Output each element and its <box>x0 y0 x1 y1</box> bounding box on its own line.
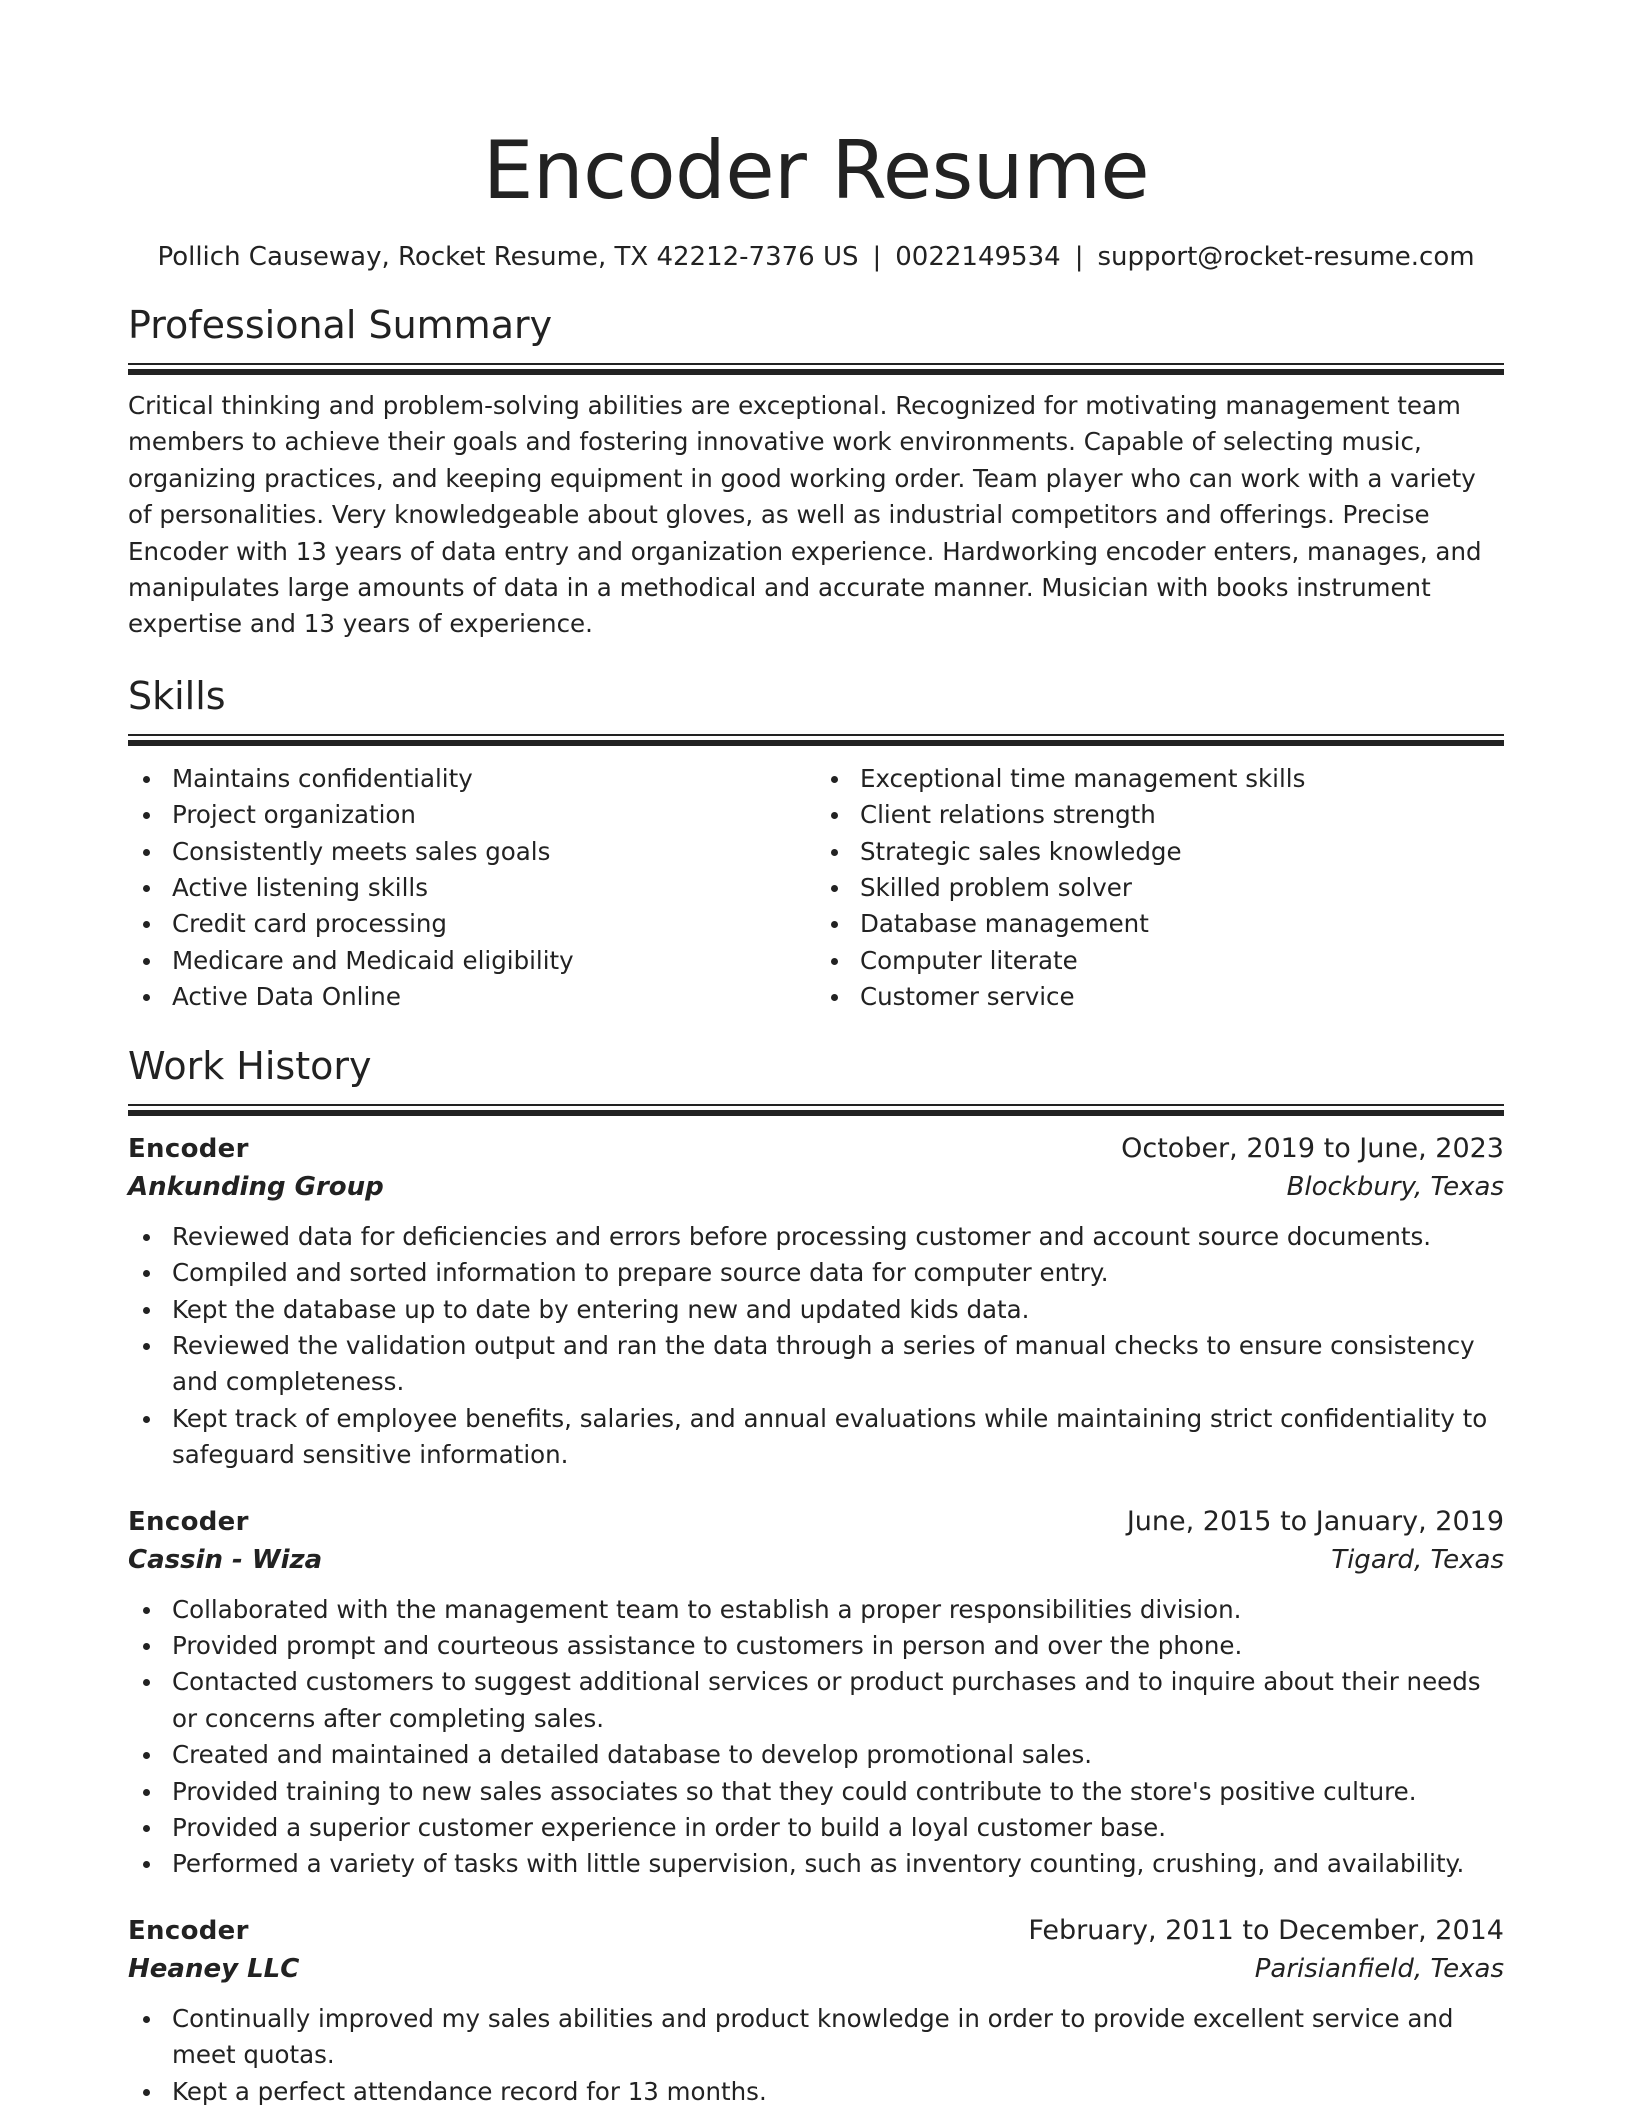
contact-email[interactable]: support@rocket-resume.com <box>1097 242 1475 272</box>
skill-item: Consistently meets sales goals <box>172 834 816 870</box>
job-entry <box>128 1913 1504 2110</box>
contact-phone: 0022149534 <box>895 242 1061 272</box>
summary-heading: Professional Summary <box>128 303 553 347</box>
skills-heading: Skills <box>128 673 226 718</box>
section-divider <box>128 363 1504 374</box>
skill-item: Maintains confidentiality <box>172 761 816 797</box>
skill-item: Database management <box>860 906 1504 942</box>
job-location: Parisianfield, Texas <box>1254 1953 1504 1984</box>
job-bullet: Compiled and sorted information to prepare source data for computer entry. <box>172 1255 1504 1291</box>
job-entry <box>128 1131 1504 1474</box>
job-bullets <box>128 1592 1504 1883</box>
work-section <box>128 1042 1504 2110</box>
contact-separator: | <box>872 242 882 272</box>
job-bullet: Provided prompt and courteous assistance to customers in person and over the phone. <box>172 1628 1504 1664</box>
skill-item: Strategic sales knowledge <box>860 834 1504 870</box>
job-bullet: Provided training to new sales associates so that they could contribute to the store's positive culture. <box>172 1774 1504 1810</box>
job-bullets <box>128 2001 1504 2110</box>
job-bullet: Reviewed the validation output and ran the data through a series of manual checks to ensure consistency and completeness. <box>172 1328 1504 1401</box>
job-location: Tigard, Texas <box>1331 1544 1504 1575</box>
skill-item: Customer service <box>860 979 1504 1015</box>
job-bullet: Kept track of employee benefits, salaries, and annual evaluations while maintaining strict confidentiality to safeguard sensitive information. <box>172 1401 1504 1474</box>
job-company: Ankunding Group <box>128 1171 384 1202</box>
contact-line <box>128 240 1504 274</box>
skill-item: Credit card processing <box>172 906 816 942</box>
summary-section <box>128 301 1504 643</box>
job-dates: June, 2015 to January, 2019 <box>1126 1505 1504 1537</box>
job-bullet: Contacted customers to suggest additional services or product purchases and to inquire about their needs or concerns after completing sales. <box>172 1664 1504 1737</box>
job-company: Cassin - Wiza <box>128 1544 323 1575</box>
skills-grid <box>128 761 1504 1016</box>
skill-item: Active Data Online <box>172 979 816 1015</box>
job-title: Encoder <box>128 1915 249 1946</box>
resume-page <box>128 0 1504 2110</box>
skill-item: Active listening skills <box>172 870 816 906</box>
job-bullet: Provided a superior customer experience in order to build a loyal customer base. <box>172 1810 1504 1846</box>
job-dates: October, 2019 to June, 2023 <box>1121 1132 1504 1164</box>
skill-item: Exceptional time management skills <box>860 761 1504 797</box>
skill-item: Computer literate <box>860 943 1504 979</box>
job-dates: February, 2011 to December, 2014 <box>1028 1914 1504 1946</box>
job-bullet: Created and maintained a detailed database to develop promotional sales. <box>172 1737 1504 1773</box>
work-heading: Work History <box>128 1043 372 1088</box>
contact-separator: | <box>1074 242 1084 272</box>
job-company: Heaney LLC <box>128 1953 300 1984</box>
job-title: Encoder <box>128 1133 249 1164</box>
skills-list-right <box>816 761 1504 1016</box>
section-divider <box>128 1104 1504 1115</box>
job-bullet: Performed a variety of tasks with little supervision, such as inventory counting, crushing, and availability. <box>172 1846 1504 1882</box>
summary-text: Critical thinking and problem-solving abilities are exceptional. Recognized for motivating management team members to achieve their goals and fostering innovative work environments. Capable of selecting music, organizing practices, and keeping equipment in good working order. Team player who can work with a variety of personalities. Very knowledgeable about gloves, as well as industrial competitors and offerings. Precise Encoder with 13 years of data entry and organization experience. Hardworking encoder enters, manages, and manipulates large amounts of data in a methodical and accurate manner. Musician with books instrument expertise and 13 years of experience. <box>128 391 1482 639</box>
section-divider <box>128 734 1504 745</box>
skills-section <box>128 672 1504 1016</box>
job-location: Blockbury, Texas <box>1286 1171 1504 1202</box>
contact-address: Pollich Causeway, Rocket Resume, TX 42212-7376 US <box>157 242 859 272</box>
job-bullet: Kept a perfect attendance record for 13 months. <box>172 2074 1504 2110</box>
job-bullets <box>128 1219 1504 1474</box>
resume-title: Encoder Resume <box>482 124 1150 217</box>
job-title: Encoder <box>128 1506 249 1537</box>
skill-item: Client relations strength <box>860 797 1504 833</box>
job-bullet: Continually improved my sales abilities and product knowledge in order to provide excellent service and meet quotas. <box>172 2001 1504 2074</box>
skill-item: Skilled problem solver <box>860 870 1504 906</box>
job-bullet: Collaborated with the management team to establish a proper responsibilities division. <box>172 1592 1504 1628</box>
skill-item: Medicare and Medicaid eligibility <box>172 943 816 979</box>
job-bullet: Kept the database up to date by entering new and updated kids data. <box>172 1292 1504 1328</box>
skill-item: Project organization <box>172 797 816 833</box>
job-entry <box>128 1504 1504 1883</box>
job-bullet: Reviewed data for deficiencies and errors before processing customer and account source documents. <box>172 1219 1504 1255</box>
skills-list-left <box>128 761 816 1016</box>
